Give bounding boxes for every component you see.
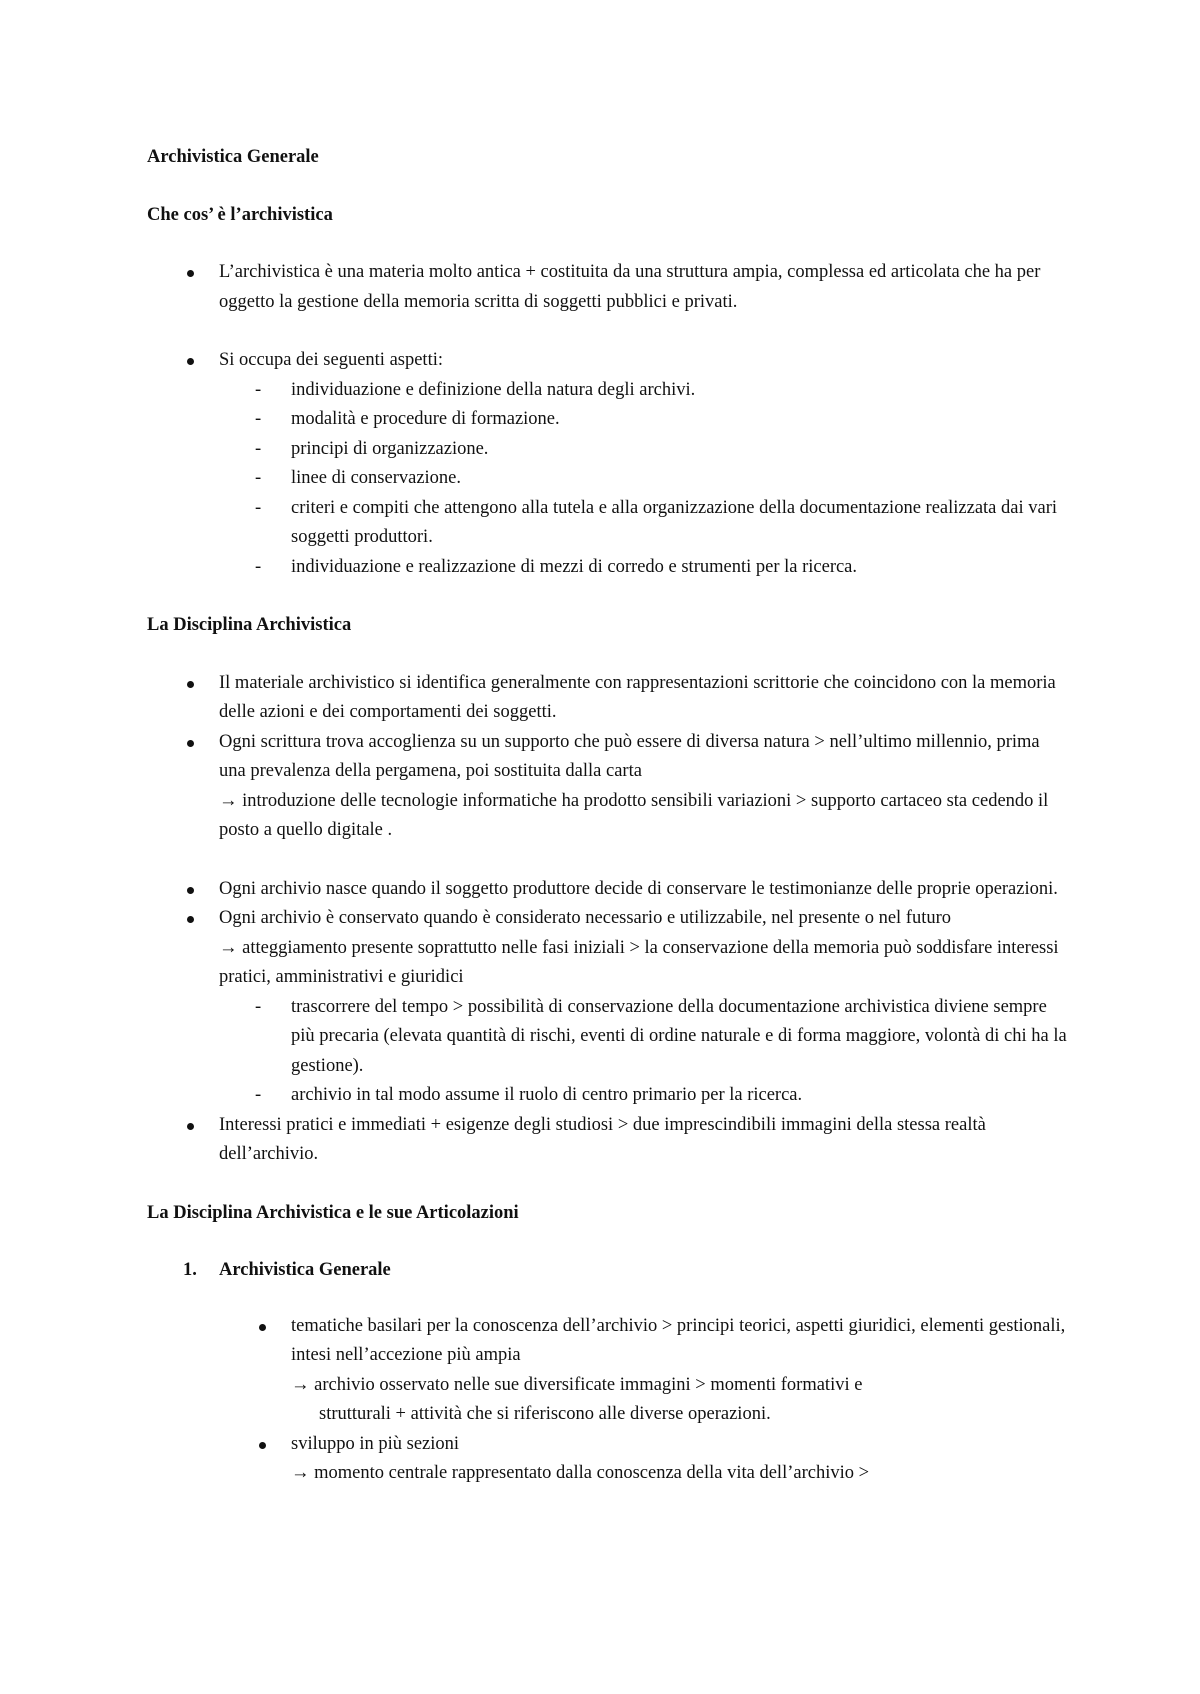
list-item: Ogni archivio è conservato quando è considerato necessario e utilizzabile, nel presente o nel futuro → atteggiamento presente soprattutto nelle fasi iniziali > la conservazione della memoria può soddisfare interessi pratici, amministrativi e giuridici <box>147 904 1067 993</box>
list-item: sviluppo in più sezioni → momento centrale rappresentato dalla conoscenza della vita dell’archivio > <box>219 1430 1067 1489</box>
dash-item: - criteri e compiti che attengono alla tutela e alla organizzazione della documentazione realizzata dai vari soggetti produttori. <box>255 494 1067 553</box>
numbered-list <box>147 1256 1067 1489</box>
dash-item: - linee di conservazione. <box>255 464 1067 494</box>
subsection-title: Archivistica Generale <box>219 1260 391 1280</box>
list-item: Interessi pratici e immediati + esigenze degli studiosi > due imprescindibili immagini della stessa realtà dell’archivio. <box>147 1111 1067 1170</box>
section-heading-3: La Disciplina Archivistica e le sue Articolazioni <box>147 1202 519 1223</box>
section-heading-2: La Disciplina Archivistica <box>147 615 352 635</box>
dash-item: - individuazione e realizzazione di mezzi di corredo e strumenti per la ricerca. <box>255 553 1067 583</box>
list-item: L’archivistica è una materia molto antica + costituita da una struttura ampia, complessa ed articolata che ha per oggetto la gestione della memoria scritta di soggetti pubblici e privati. <box>147 258 1067 317</box>
document-title: Archivistica Generale <box>147 147 319 167</box>
list-item: Ogni archivio nasce quando il soggetto produttore decide di conservare le testimonianze delle proprie operazioni. <box>147 875 1067 905</box>
list-item: Ogni scrittura trova accoglienza su un supporto che può essere di diversa natura > nell’ultimo millennio, prima una prevalenza della pergamena, poi sostituita dalla carta → introduzione delle tecnologie informatiche ha prodotto sensibili variazioni > supporto cartaceo sta cedendo il posto a quello digitale . <box>147 728 1067 846</box>
section-heading-1: Che cos’ è l’archivistica <box>147 204 333 225</box>
dash-item: - trascorrere del tempo > possibilità di conservazione della documentazione archivistica diviene sempre più precaria (elevata quantità di rischi, eventi di ordine naturale e di forma maggiore, volontà di chi ha la gestione). <box>255 993 1067 1082</box>
dash-list-1 <box>255 376 1067 583</box>
nested-bullet-list <box>219 1312 1067 1489</box>
dash-item: - individuazione e definizione della natura degli archivi. <box>255 376 1067 406</box>
dash-list-2 <box>255 993 1067 1111</box>
dash-item: - modalità e procedure di formazione. <box>255 405 1067 435</box>
bullet-list-3 <box>147 1111 1067 1170</box>
list-item: tematiche basilari per la conoscenza dell’archivio > principi teorici, aspetti giuridici, elementi gestionali, intesi nell’accezione più ampia → archivio osservato nelle sue diversificate immagini > momenti formativi e strutturali + attività che si riferiscono alle diverse operazioni. <box>219 1312 1067 1430</box>
list-item: Il materiale archivistico si identifica generalmente con rappresentazioni scrittorie che coincidono con la memoria delle azioni e dei comportamenti dei soggetti. <box>147 669 1067 728</box>
document-body <box>147 143 1067 1489</box>
numbered-item <box>147 1256 1067 1489</box>
list-number: 1. <box>183 1260 197 1280</box>
bullet-list-2 <box>147 669 1067 993</box>
list-item: Si occupa dei seguenti aspetti: <box>147 346 1067 376</box>
bullet-list-1 <box>147 258 1067 376</box>
dash-item: - archivio in tal modo assume il ruolo di centro primario per la ricerca. <box>255 1081 1067 1111</box>
dash-item: - principi di organizzazione. <box>255 435 1067 465</box>
